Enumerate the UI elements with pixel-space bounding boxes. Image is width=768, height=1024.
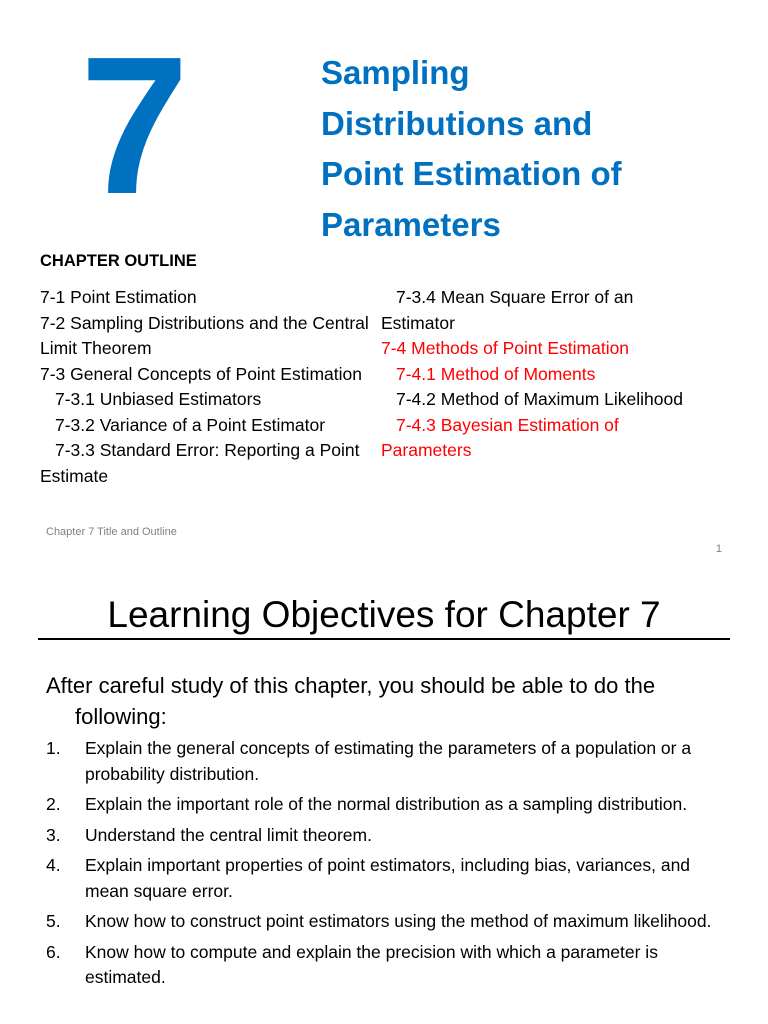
outline-item: 7-3.2 Variance of a Point Estimator [55, 414, 326, 435]
objective-text: Know how to compute and explain the precision with which a parameter is estimated. [85, 941, 658, 987]
objectives-intro: After careful study of this chapter, you should be able to do the following: [46, 673, 656, 729]
outline-item: 7-3 General Concepts of Point Estimation [40, 363, 362, 384]
objective-item [46, 792, 736, 818]
outline-item: 7-1 Point Estimation [40, 287, 197, 307]
objective-text: Know how to construct point estimators using the method of maximum likelihood. [85, 911, 712, 931]
objective-item [46, 853, 736, 904]
chapter-title [321, 48, 741, 250]
objectives-title: Learning Objectives for Chapter 7 [107, 594, 661, 635]
outline-item: 7-3.1 Unbiased Estimators [55, 389, 262, 409]
chapter-title-line: Parameters [321, 205, 501, 243]
slide-learning-objectives [0, 562, 768, 1024]
chapter-number: 7 [80, 16, 186, 235]
outline-right-column [381, 285, 711, 464]
objective-text: Explain the important role of the normal distribution as a sampling distribution. [85, 794, 688, 814]
objective-number: 5. [46, 911, 61, 931]
objective-item [46, 940, 736, 991]
outline-item: 7-3.4 Mean Square Error of an Estimator [381, 287, 634, 333]
objective-text: Explain important properties of point estimators, including bias, variances, and mean square error. [85, 855, 691, 901]
outline-item: 7-4.2 Method of Maximum Likelihood [396, 389, 683, 409]
objective-number: 4. [46, 855, 61, 875]
chapter-title-line: Distributions and [321, 104, 593, 142]
objective-number: 1. [46, 738, 61, 758]
objectives-list [46, 736, 736, 996]
objective-number: 3. [46, 824, 61, 845]
objective-item [46, 909, 736, 935]
outline-heading: CHAPTER OUTLINE [40, 252, 197, 270]
outline-item: 7-4.1 Method of Moments [396, 363, 596, 384]
outline-left-column [40, 285, 370, 489]
objective-item [46, 736, 736, 787]
title-divider [38, 638, 730, 640]
slide-footer: Chapter 7 Title and Outline [46, 526, 177, 538]
chapter-title-line: Sampling [321, 54, 470, 91]
objective-item [46, 823, 736, 849]
page-number: 1 [715, 543, 722, 555]
outline-item: 7-2 Sampling Distributions and the Central Limit Theorem [40, 312, 369, 358]
outline-item: 7-4 Methods of Point Estimation [381, 338, 630, 358]
objective-text: Explain the general concepts of estimating the parameters of a population or a probability distribution. [85, 738, 692, 784]
outline-item: 7-3.3 Standard Error: Reporting a Point Estimate [40, 440, 360, 486]
chapter-title-line: Point Estimation of [321, 155, 622, 192]
outline-item: 7-4.3 Bayesian Estimation of Parameters [381, 414, 619, 460]
objective-text: Understand the central limit theorem. [85, 824, 372, 845]
objective-number: 2. [46, 794, 61, 814]
objective-number: 6. [46, 941, 61, 962]
